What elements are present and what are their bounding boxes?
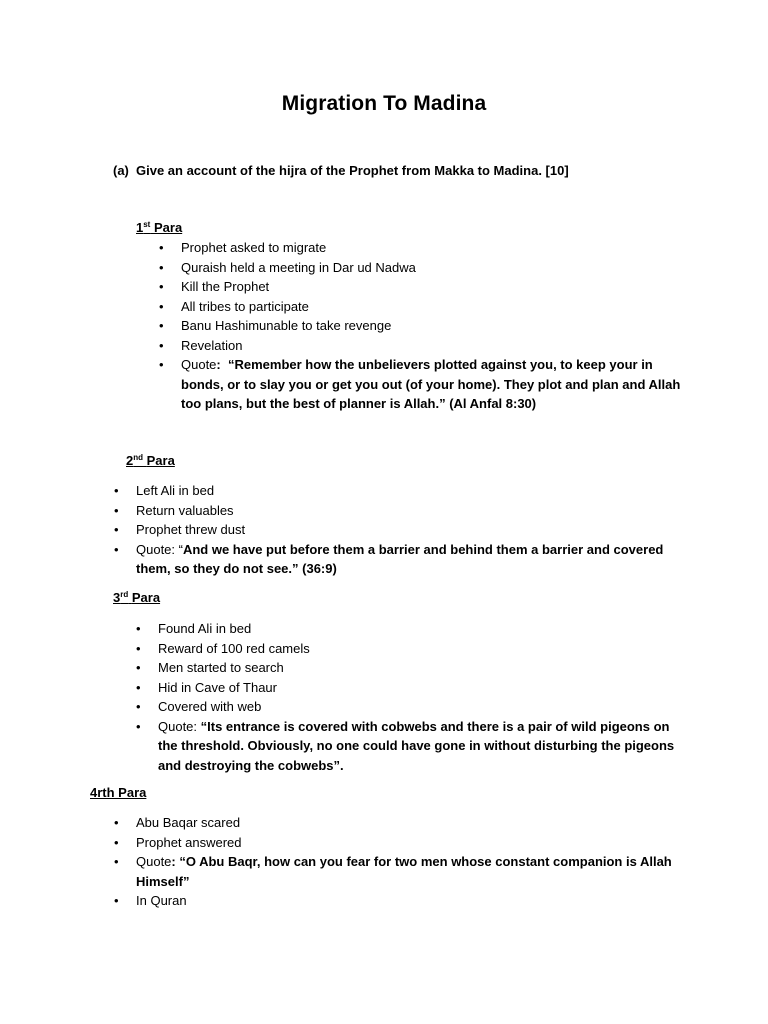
bullet-icon: • [114, 502, 119, 518]
quote-item [136, 717, 681, 776]
para1-suffix: st [143, 220, 151, 229]
bullet-icon: • [114, 522, 119, 537]
quote-text: : “O Abu Baqr, how can you fear for two men whose constant companion is Allah Himself” [136, 854, 672, 889]
para1-list [159, 238, 681, 414]
bullet-icon: • [114, 893, 119, 908]
list-item: • Return valuables [136, 501, 681, 521]
question-label: (a) [113, 163, 129, 178]
para1-heading [136, 220, 182, 235]
para3-num: 3 [113, 590, 121, 605]
bullet-icon: • [159, 259, 164, 275]
bullet-icon: • [114, 854, 119, 869]
bullet-icon: • [159, 357, 164, 372]
list-item: • Hid in Cave of Thaur [158, 678, 681, 698]
list-item: • Quraish held a meeting in Dar ud Nadwa [181, 258, 681, 278]
bullet-icon: • [136, 621, 141, 636]
bullet-icon: • [159, 318, 164, 333]
quote-text: “Remember how the unbelievers plotted against you, to keep your in bonds, or to slay you or get you out (of your home). They plot and plan and Allah too plans, but the best of planner is Allah.” (Al Anfal 8:30) [181, 357, 681, 411]
page-title: Migration To Madina [281, 92, 487, 115]
bullet-icon: • [159, 240, 164, 255]
list-item: • In Quran [136, 891, 681, 911]
para3-word: Para [131, 590, 161, 605]
quote-item [114, 540, 681, 579]
bullet-icon: • [114, 815, 119, 830]
list-item: • Banu Hashimunable to take revenge [181, 316, 681, 336]
para4-heading: 4rth Para [90, 785, 147, 800]
question [113, 163, 569, 178]
list-item: • Prophet asked to migrate [181, 238, 681, 258]
bullet-icon: • [114, 541, 119, 557]
list-item: • Covered with web [158, 697, 681, 717]
para4-list [114, 813, 681, 911]
quote-prefix: Quote [181, 357, 217, 372]
bullet-icon: • [136, 640, 141, 656]
quote-prefix: Quote: “ [136, 541, 183, 557]
bullet-icon: • [114, 834, 119, 850]
list-item: • Abu Baqar scared [136, 813, 681, 833]
bullet-icon: • [136, 660, 141, 675]
bullet-icon: • [159, 279, 164, 294]
bullet-icon: • [159, 337, 164, 353]
list-item: • Revelation [181, 336, 681, 356]
quote-prefix: Quote [136, 854, 172, 869]
para2-suffix: nd [133, 453, 144, 462]
list-item: • Prophet answered [136, 833, 681, 853]
para3-list [136, 619, 681, 775]
list-item: • Found Ali in bed [158, 619, 681, 639]
para3-heading [113, 590, 160, 605]
question-text: Give an account of the hijra of the Prophet from Makka to Madina. [10] [136, 163, 569, 178]
para2-num: 2 [126, 453, 134, 468]
para2-list [114, 481, 681, 579]
bullet-icon: • [136, 718, 141, 734]
quote-text: “Its entrance is covered with cobwebs and there is a pair of wild pigeons on the threshold. Obviously, no one could have gone in without disturbing the pigeons and destroying the cobwebs”. [158, 718, 675, 773]
para3-suffix: rd [120, 590, 129, 599]
list-item: • Reward of 100 red camels [158, 639, 681, 659]
para2-heading [91, 453, 175, 468]
list-item: • Men started to search [158, 658, 681, 678]
quote-text: And we have put before them a barrier and behind them a barrier and covered them, so they do not see.” (36:9) [136, 541, 664, 576]
para1-num: 1 [136, 220, 144, 235]
list-item: • Left Ali in bed [136, 481, 681, 501]
para2-word: Para [146, 453, 175, 468]
list-item: • Prophet threw dust [136, 520, 681, 540]
quote-item [114, 852, 681, 891]
bullet-icon: • [136, 699, 141, 714]
bullet-icon: • [136, 679, 141, 695]
bullet-icon: • [159, 298, 164, 314]
list-item: • Kill the Prophet [181, 277, 681, 297]
quote-prefix: Quote: [158, 718, 201, 734]
bullet-icon: • [114, 483, 119, 498]
list-item: • All tribes to participate [181, 297, 681, 317]
quote-item: • Quote: “Remember how the unbelievers plotted against you, to keep your in bonds, or to slay you or get you out (of your home). They plot and plan and Allah too plans, but the best of planner is Allah.” (Al Anfal 8:30) [159, 357, 681, 411]
para1-word: Para [153, 220, 183, 235]
